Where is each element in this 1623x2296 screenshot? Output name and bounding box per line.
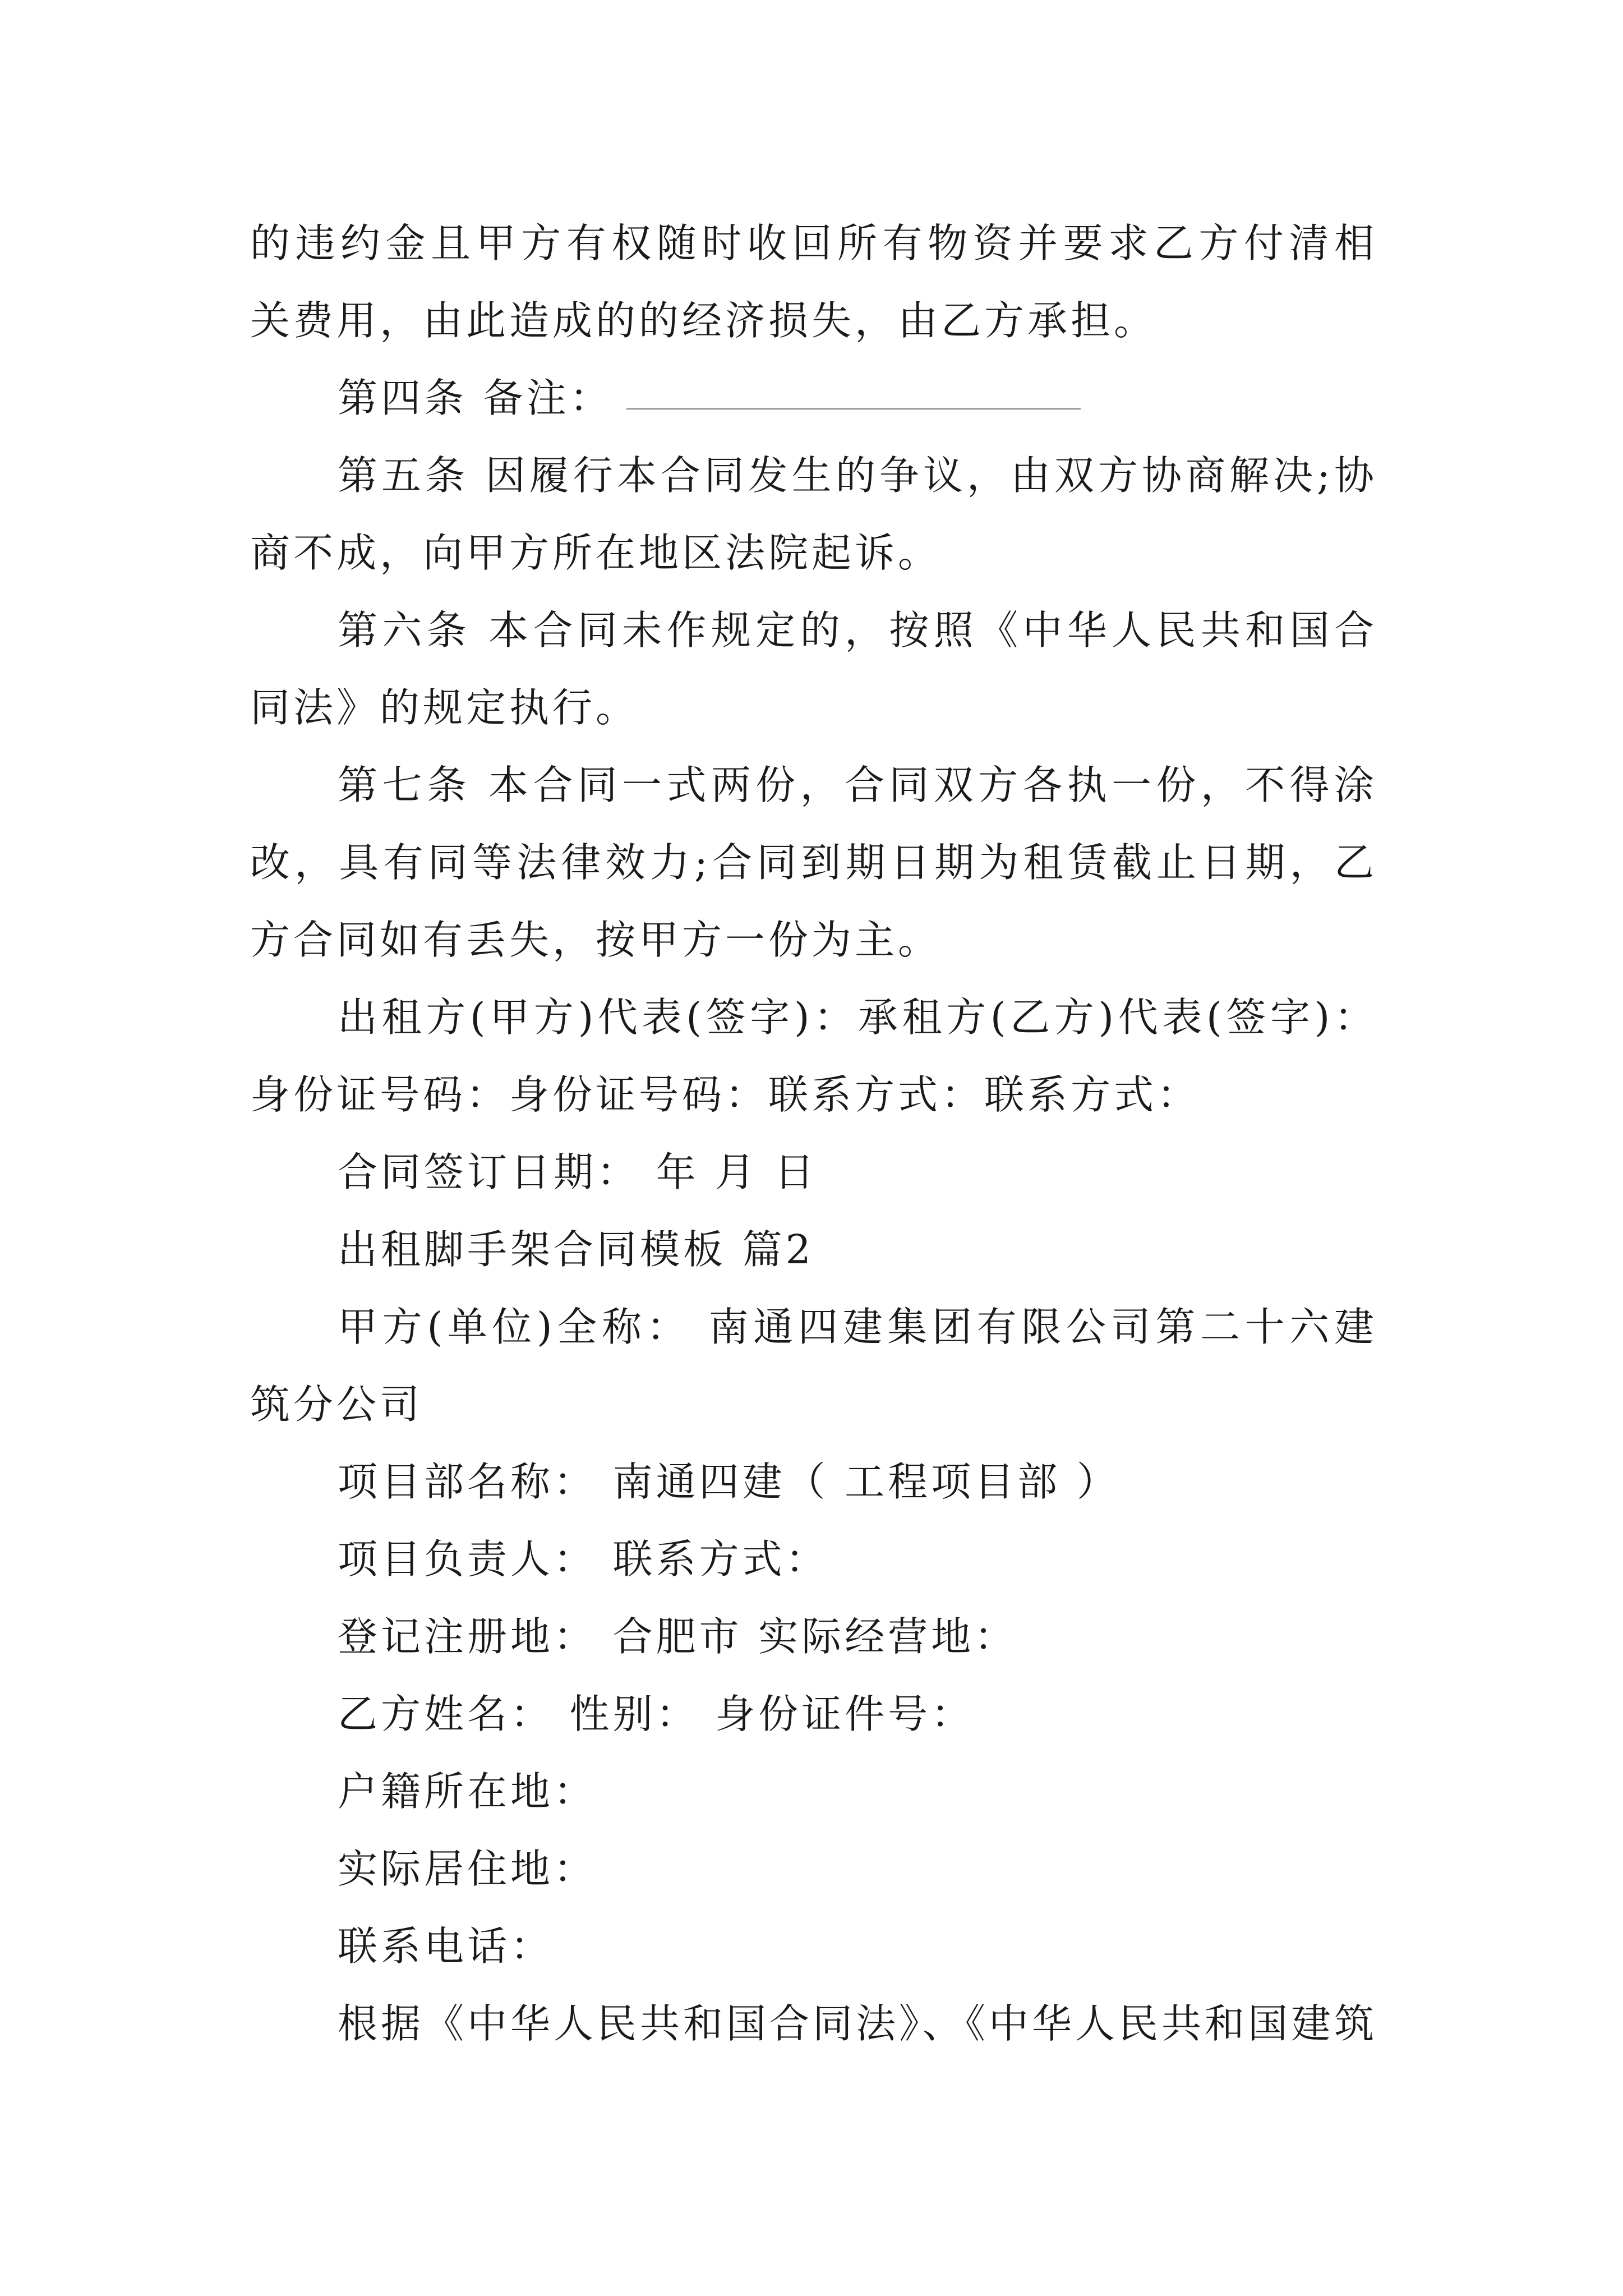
article-6-line-1: 第六条 本合同未作规定的，按照《中华人民共和国合 bbox=[338, 607, 1377, 654]
article-6-line-2: 同法》的规定执行。 bbox=[250, 684, 639, 731]
phone-line: 联系电话： bbox=[338, 1923, 554, 1970]
document-body bbox=[250, 205, 1377, 2063]
registration-line: 登记注册地： 合肥市 实际经营地： bbox=[338, 1613, 1018, 1660]
legal-basis-line: 根据《中华人民共和国合同法》、《中华人民共和国建筑 bbox=[338, 2000, 1377, 2047]
article-7-line-1: 第七条 本合同一式两份，合同双方各执一份，不得涂 bbox=[338, 762, 1377, 808]
article-5-line-1: 第五条 因履行本合同发生的争议，由双方协商解决;协 bbox=[338, 452, 1377, 499]
remarks-blank-underline bbox=[626, 408, 1081, 409]
project-manager-line: 项目负责人： 联系方式： bbox=[338, 1536, 829, 1582]
party-b-name-line: 乙方姓名： 性别： 身份证件号： bbox=[338, 1691, 975, 1737]
article-7-line-2: 改，具有同等法律效力;合同到期日期为租赁截止日期，乙 bbox=[250, 839, 1377, 886]
project-dept-line: 项目部名称： 南通四建（ 工程项目部 ） bbox=[338, 1458, 1120, 1505]
party-a-name-line-2: 筑分公司 bbox=[250, 1381, 423, 1428]
household-register-line: 户籍所在地： bbox=[338, 1768, 597, 1815]
article-4-label: 第四条 备注： bbox=[338, 375, 613, 421]
text-line-2: 关费用，由此造成的的经济损失，由乙方承担。 bbox=[250, 297, 1158, 344]
signing-date-line: 合同签订日期： 年 月 日 bbox=[338, 1149, 818, 1195]
id-contact-line: 身份证号码：身份证号码：联系方式：联系方式： bbox=[250, 1071, 1201, 1118]
party-a-name-line-1: 甲方(单位)全称： 南通四建集团有限公司第二十六建 bbox=[338, 1304, 1377, 1350]
article-5-line-2: 商不成，向甲方所在地区法院起诉。 bbox=[250, 530, 942, 576]
residence-line: 实际居住地： bbox=[338, 1846, 597, 1892]
text-line-1: 的违约金且甲方有权随时收回所有物资并要求乙方付清相 bbox=[250, 220, 1377, 266]
article-7-line-3: 方合同如有丢失，按甲方一份为主。 bbox=[250, 917, 942, 963]
article-4-line bbox=[250, 360, 1377, 437]
section-heading-2: 出租脚手架合同模板 篇2 bbox=[338, 1226, 814, 1273]
signature-line: 出租方(甲方)代表(签字)：承租方(乙方)代表(签字)： bbox=[338, 994, 1377, 1041]
